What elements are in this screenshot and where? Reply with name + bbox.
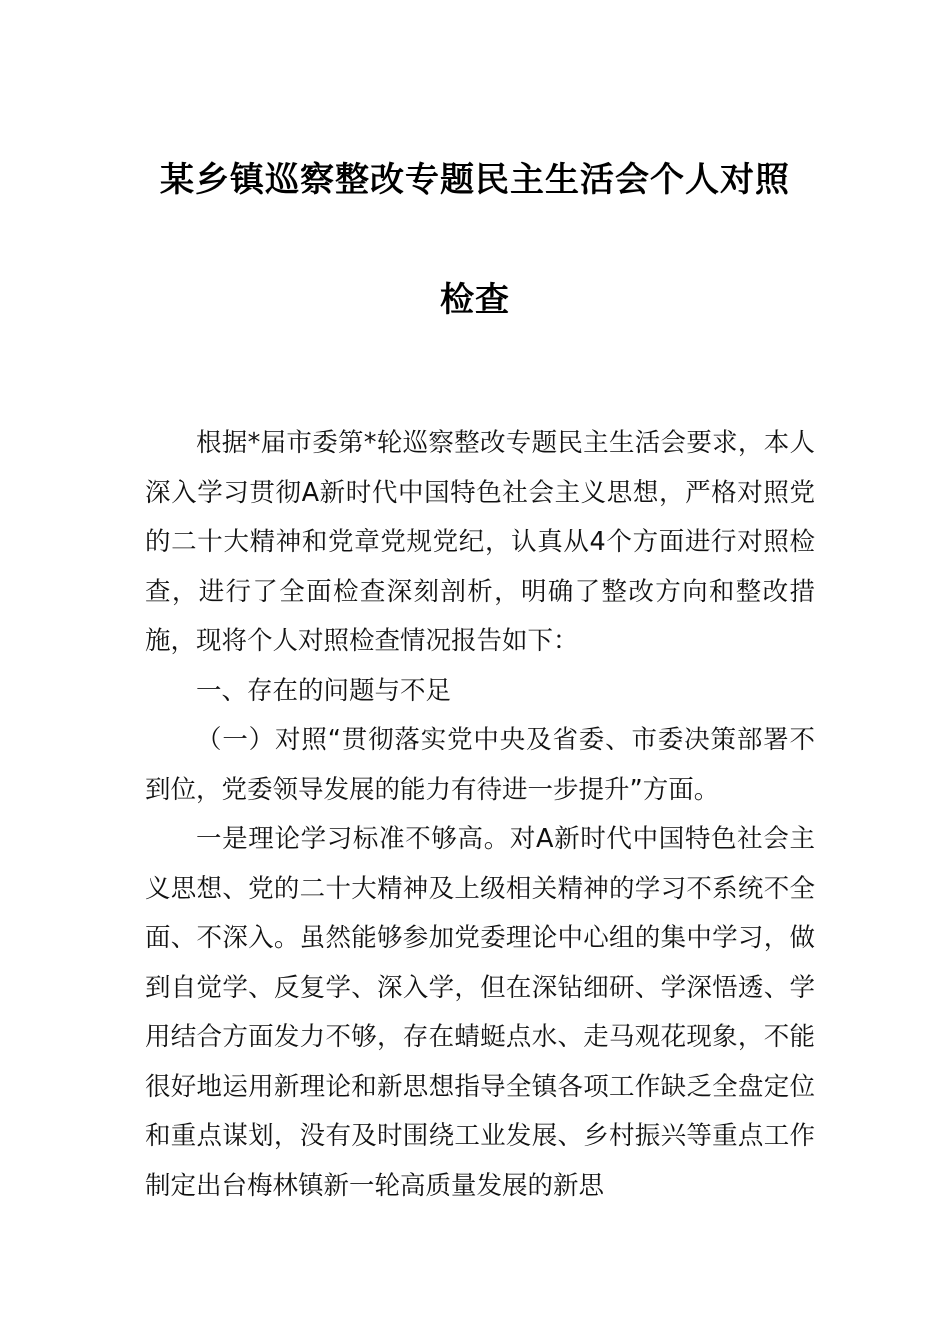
intro-paragraph: 根据*届市委第*轮巡察整改专题民主生活会要求，本人深入学习贯彻A新时代中国特色社会主义思想，严格对照党的二十大精神和党章党规党纪，认真从4个方面进行对照检查，进行了全面检查深刻剖析，明确了整改方向和整改措施，现将个人对照检查情况报告如下： <box>145 428 815 656</box>
document-title-line-1: 某乡镇巡察整改专题民主生活会个人对照 <box>160 160 790 200</box>
subsection-heading: （一）对照“贯彻落实党中央及省委、市委决策部署不到位，党委领导发展的能力有待进一步提升”方面。 <box>145 725 815 805</box>
section-heading: 一、存在的问题与不足 <box>196 675 452 706</box>
document-body <box>145 419 815 1211</box>
body-paragraph: 一是理论学习标准不够高。对A新时代中国特色社会主义思想、党的二十大精神及上级相关精神的学习不系统不全面、不深入。虽然能够参加党委理论中心组的集中学习，做到自觉学、反复学、深入学，但在深钻细研、学深悟透、学用结合方面发力不够，存在蜻蜓点水、走马观花现象，不能很好地运用新理论和新思想指导全镇各项工作缺乏全盘定位和重点谋划，没有及时围绕工业发展、乡村振兴等重点工作制定出台梅林镇新一轮高质量发展的新思 <box>145 824 815 1201</box>
document-title-line-2: 检查 <box>440 280 510 320</box>
